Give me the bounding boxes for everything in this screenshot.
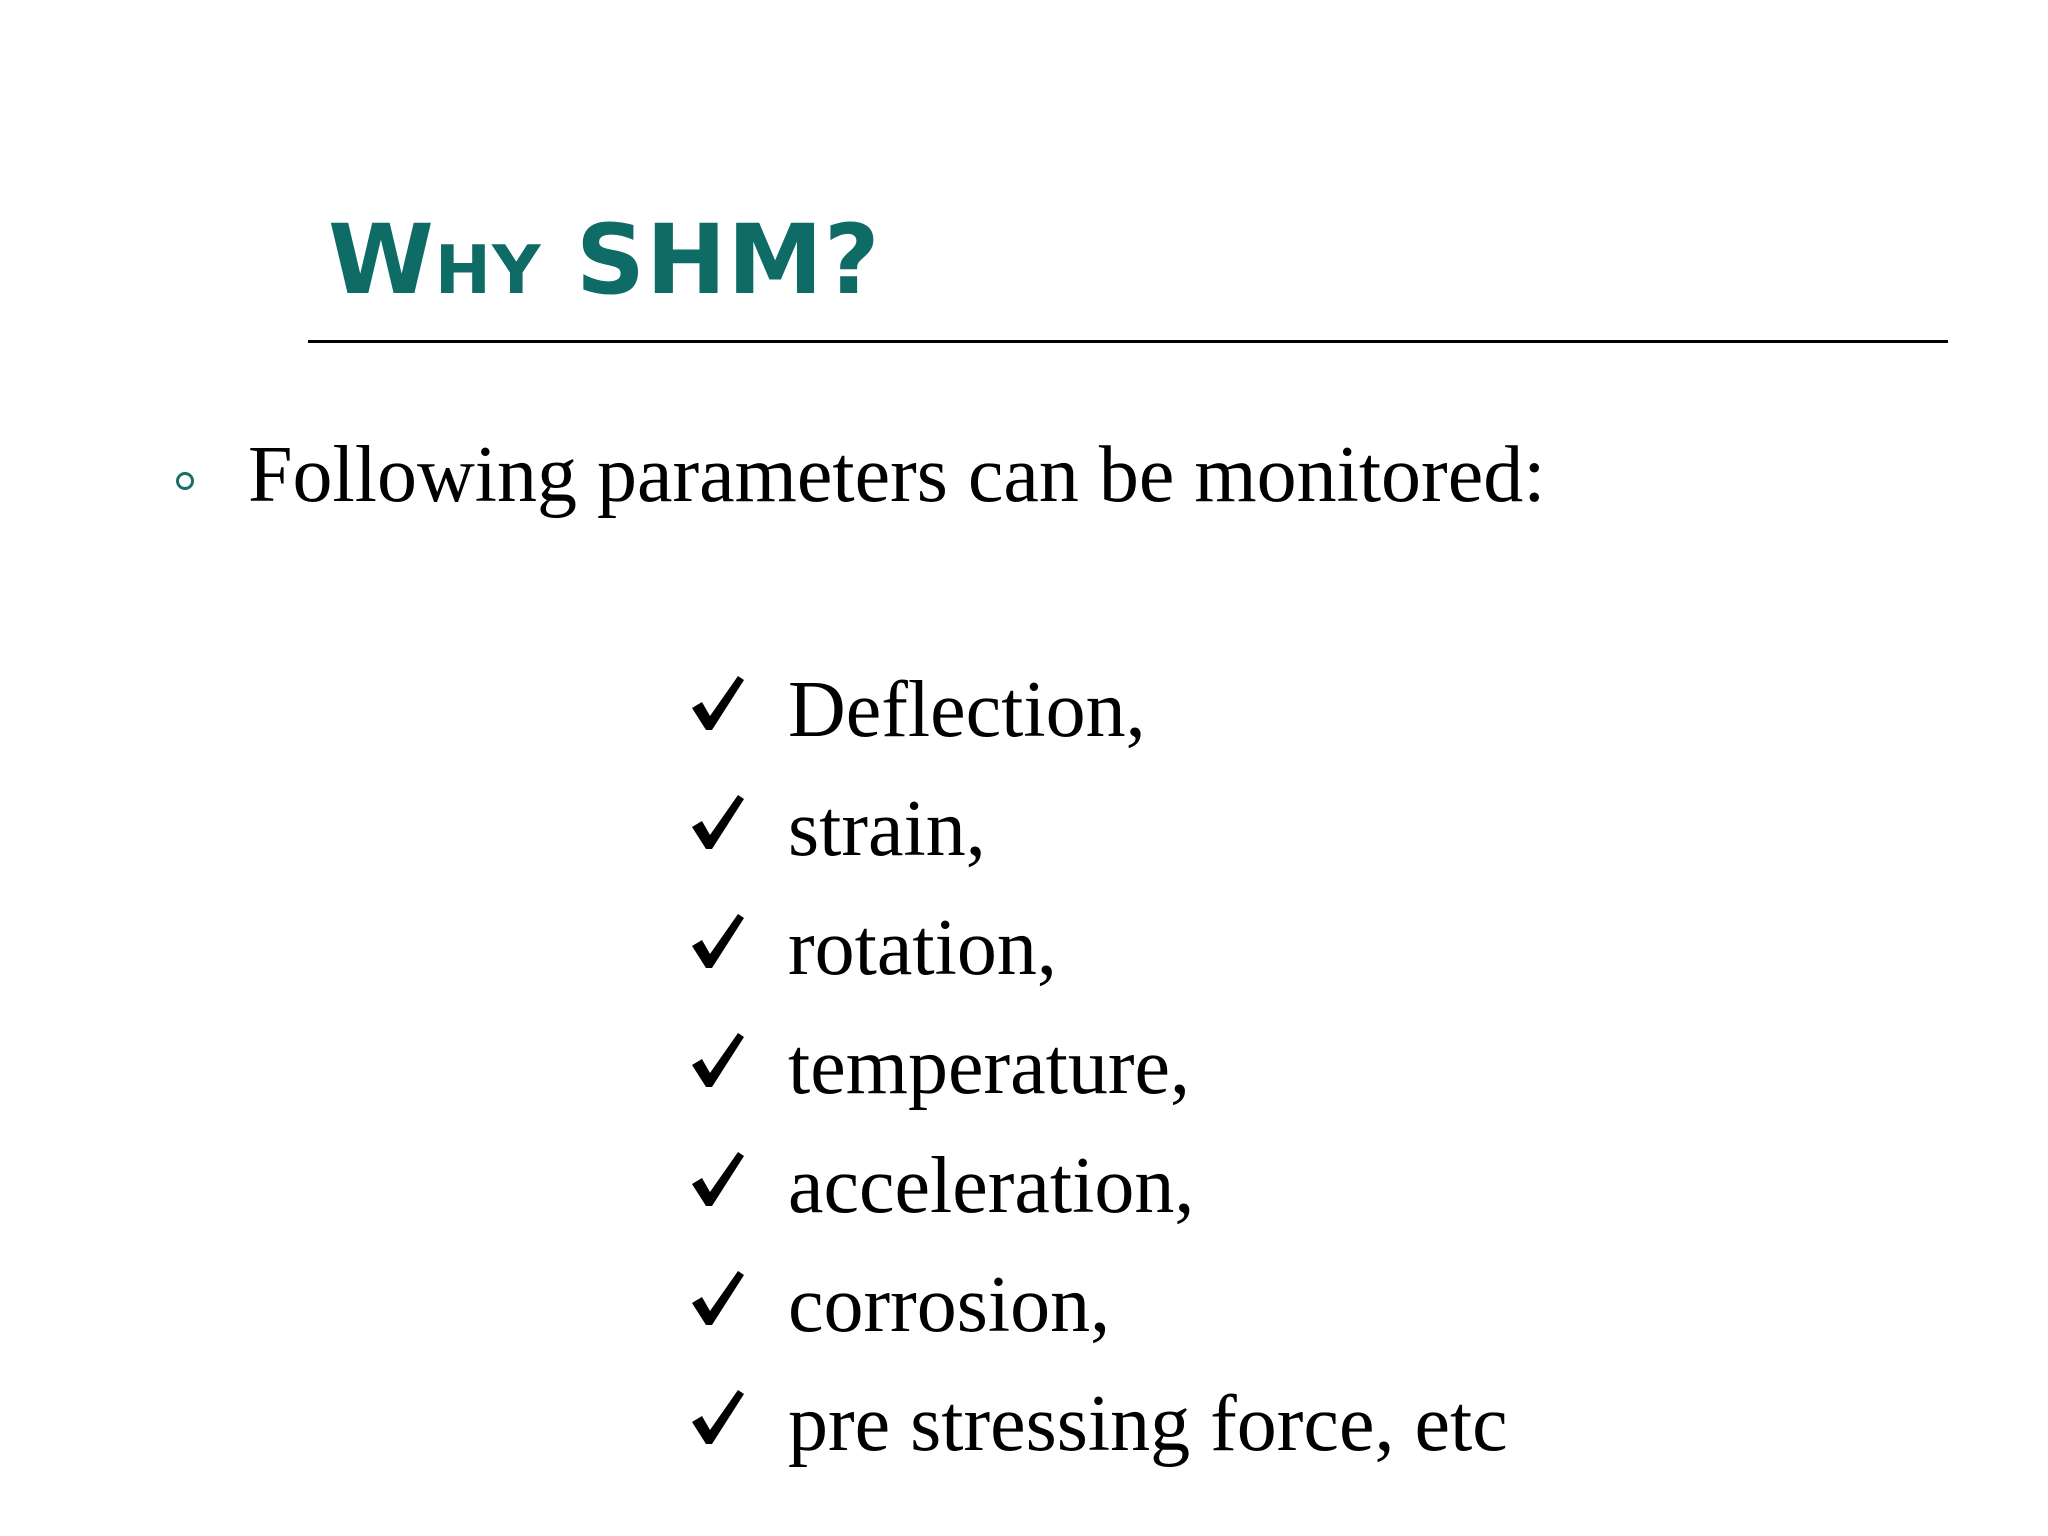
list-item-label: strain,	[788, 785, 986, 873]
checkmark-icon	[688, 789, 748, 855]
list-item-label: corrosion,	[788, 1261, 1111, 1349]
list-item-label: acceleration,	[788, 1142, 1195, 1230]
checkmark-icon	[688, 1384, 748, 1450]
list-item-label: pre stressing force, etc	[788, 1380, 1508, 1468]
intro-text: Following parameters can be monitored:	[248, 431, 1546, 519]
checkmark-icon	[688, 1027, 748, 1093]
checkmark-icon	[688, 670, 748, 736]
checkmark-icon	[688, 1146, 748, 1212]
list-item-label: temperature,	[788, 1023, 1190, 1111]
list-item-label: rotation,	[788, 904, 1057, 992]
checkmark-icon	[688, 908, 748, 974]
circle-bullet-icon	[176, 472, 194, 490]
slide-title: Why SHM?	[328, 204, 881, 316]
list-item-label: Deflection,	[788, 666, 1146, 754]
title-divider	[308, 340, 1948, 343]
checkmark-icon	[688, 1265, 748, 1331]
